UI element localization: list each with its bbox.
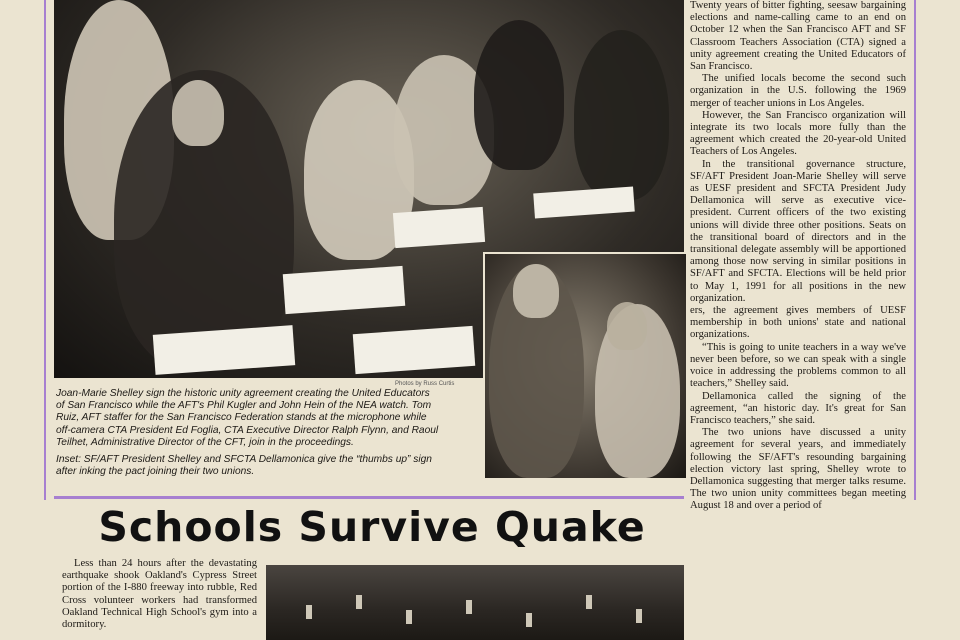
article-paragraph: However, the San Francisco organization will integrate its two locals more fully than the agreement which created the 20-year-old United Teachers of Los Angeles. <box>690 109 906 158</box>
article-paragraph: Twenty years of bitter fighting, seesaw bargaining elections and name-calling came to an end on October 12 when the San Francisco AFT and SF Classroom Teachers Association (CTA) signed a unity agreement creating the United Educators of San Francisco. <box>690 0 906 73</box>
cot-shape <box>466 600 472 614</box>
article-paragraph: “This is going to unite teachers in a way we've never been before, so we can speak with a single voice in addressing the problems common to all teachers,” Shelley said. <box>690 341 906 390</box>
document-sheet <box>153 325 295 375</box>
caption-main: Joan-Marie Shelley sign the historic unity agreement creating the United Educators of San Francisco while the AFT's Phil Kugler and John Hein of the NEA watch. Tom Ruiz, AFT staffer for the San Francisco Federation stands at the microphone while off-camera CTA President Ed Foglia, CTA Executive Director Ralph Flynn, and Raoul Teilhet, Administrative Director of the CFT, join in the proceedings. <box>56 388 439 448</box>
dellamonica-head <box>607 302 647 350</box>
cot-shape <box>586 595 592 609</box>
document-sheet <box>533 187 635 219</box>
document-sheet <box>393 207 485 248</box>
article-paragraph: ers, the agreement gives members of UESF membership in both unions' state and national organizations. <box>690 305 906 341</box>
document-sheet <box>283 266 405 314</box>
watching-man-2-figure <box>574 30 669 200</box>
seated-man-head <box>172 80 224 146</box>
photo-caption <box>56 388 441 483</box>
article-paragraph: Dellamonica called the signing of the agreement, “an historic day. It's great for San Francisco teachers,” she said. <box>690 390 906 426</box>
inset-photo-thumbs-up <box>483 252 688 480</box>
article-paragraph: The unified locals become the second such organization in the U.S. following the 1969 merger of teacher unions in Los Angeles. <box>690 73 906 109</box>
shelley-head <box>513 264 559 318</box>
cot-shape <box>636 609 642 623</box>
right-border-rule <box>914 0 916 500</box>
quake-paragraph: Less than 24 hours after the devastating earthquake shook Oakland's Cypress Street portion of the I-880 freeway into rubble, Red Cross volunteer workers had transformed Oakland Technical High School's gym into a dormitory. <box>62 558 257 631</box>
quake-article-column <box>62 558 257 631</box>
photo-credit: Photos by Russ Curtis <box>395 381 455 387</box>
quake-headline: Schools Survive Quake <box>98 503 646 551</box>
cot-shape <box>356 595 362 609</box>
cot-shape <box>526 613 532 627</box>
caption-inset: Inset: SF/AFT President Shelley and SFCTA Dellamonica give the “thumbs up” sign after inking the pact joining their two unions. <box>56 454 432 478</box>
cot-shape <box>406 610 412 624</box>
gym-dormitory-photo <box>266 565 684 640</box>
document-sheet <box>353 326 475 374</box>
watching-man-figure <box>474 20 564 170</box>
section-divider-rule <box>54 496 684 499</box>
left-border-rule <box>44 0 46 500</box>
cot-shape <box>306 605 312 619</box>
unity-article-column <box>690 0 906 513</box>
article-paragraph: The two unions have discussed a unity agreement for several years, and immediately following the SF/AFT's resounding bargaining election victory last spring, Shelley wrote to Dellamonica suggesting that merger talks resume. The two union unity committees began meeting August 18 and over a period of <box>690 427 906 512</box>
article-paragraph: In the transitional governance structure, SF/AFT President Joan-Marie Shelley will serve as UESF president and SFCTA President Judy Dellamonica will serve as executive vice-president. Current officers of the two existing unions will divide three other positions. Seats on the transitional board of directors and in the transitional delegate assembly will be apportioned among those now serving in similar positions in SF/AFT and SFCTA. Elections will be held prior to May 1, 1991 for all positions in the new organization. <box>690 158 906 304</box>
